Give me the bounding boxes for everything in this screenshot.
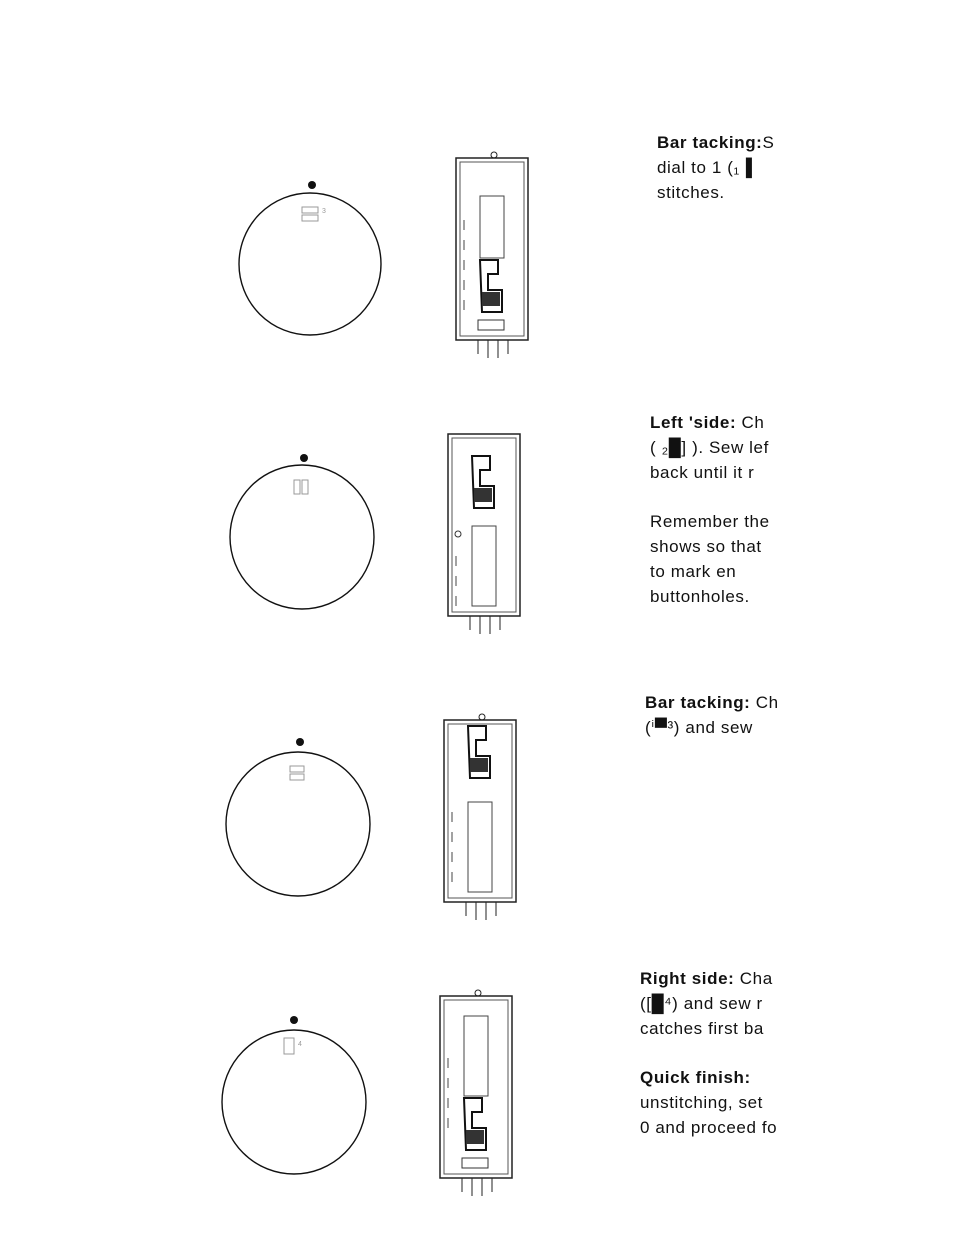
dial-indicator-dot <box>300 454 308 462</box>
stitch-dial-3 <box>218 732 378 902</box>
step-4-text: Right side: Cha ([█⁴) and sew r catches first ba Quick finish: unstitching, set 0 and proceed fo <box>640 969 778 1137</box>
dial-indicator-dot <box>296 738 304 746</box>
dial-indicator-dot <box>290 1016 298 1024</box>
step-1-text: Bar tacking:S dial to 1 (₁▐ stitches. <box>657 133 775 202</box>
step-4-heading: Right side: <box>640 969 735 988</box>
buttonhole-foot-3 <box>440 712 520 922</box>
dial-circle <box>239 193 381 335</box>
svg-text:4: 4 <box>298 1041 302 1048</box>
step-2-text: Left 'side: Ch ( ₂█] ). Sew lef back until it r Remember the shows so that to mark en buttonholes. <box>650 413 770 606</box>
stitch-dial-2 <box>222 448 382 618</box>
buttonhole-foot-1 <box>452 150 532 360</box>
dial-symbol-icon <box>302 207 326 221</box>
step-1-heading: Bar tacking: <box>657 133 763 152</box>
dial-symbol-icon <box>294 480 308 494</box>
buttonhole-foot-4 <box>436 988 516 1198</box>
dial-symbol-icon <box>284 1038 302 1054</box>
svg-text:3: 3 <box>322 208 326 215</box>
buttonhole-foot-2 <box>444 426 524 636</box>
step-3-text: Bar tacking: Ch (ⁱ▀³) and sew <box>645 693 779 737</box>
dial-symbol-icon <box>290 766 304 780</box>
step-3-heading: Bar tacking: <box>645 693 751 712</box>
dial-indicator-dot <box>308 181 316 189</box>
stitch-dial-4 <box>214 1010 374 1180</box>
step-4-subheading: Quick finish: <box>640 1068 751 1087</box>
stitch-dial-1 <box>230 175 390 345</box>
step-2-heading: Left 'side: <box>650 413 737 432</box>
